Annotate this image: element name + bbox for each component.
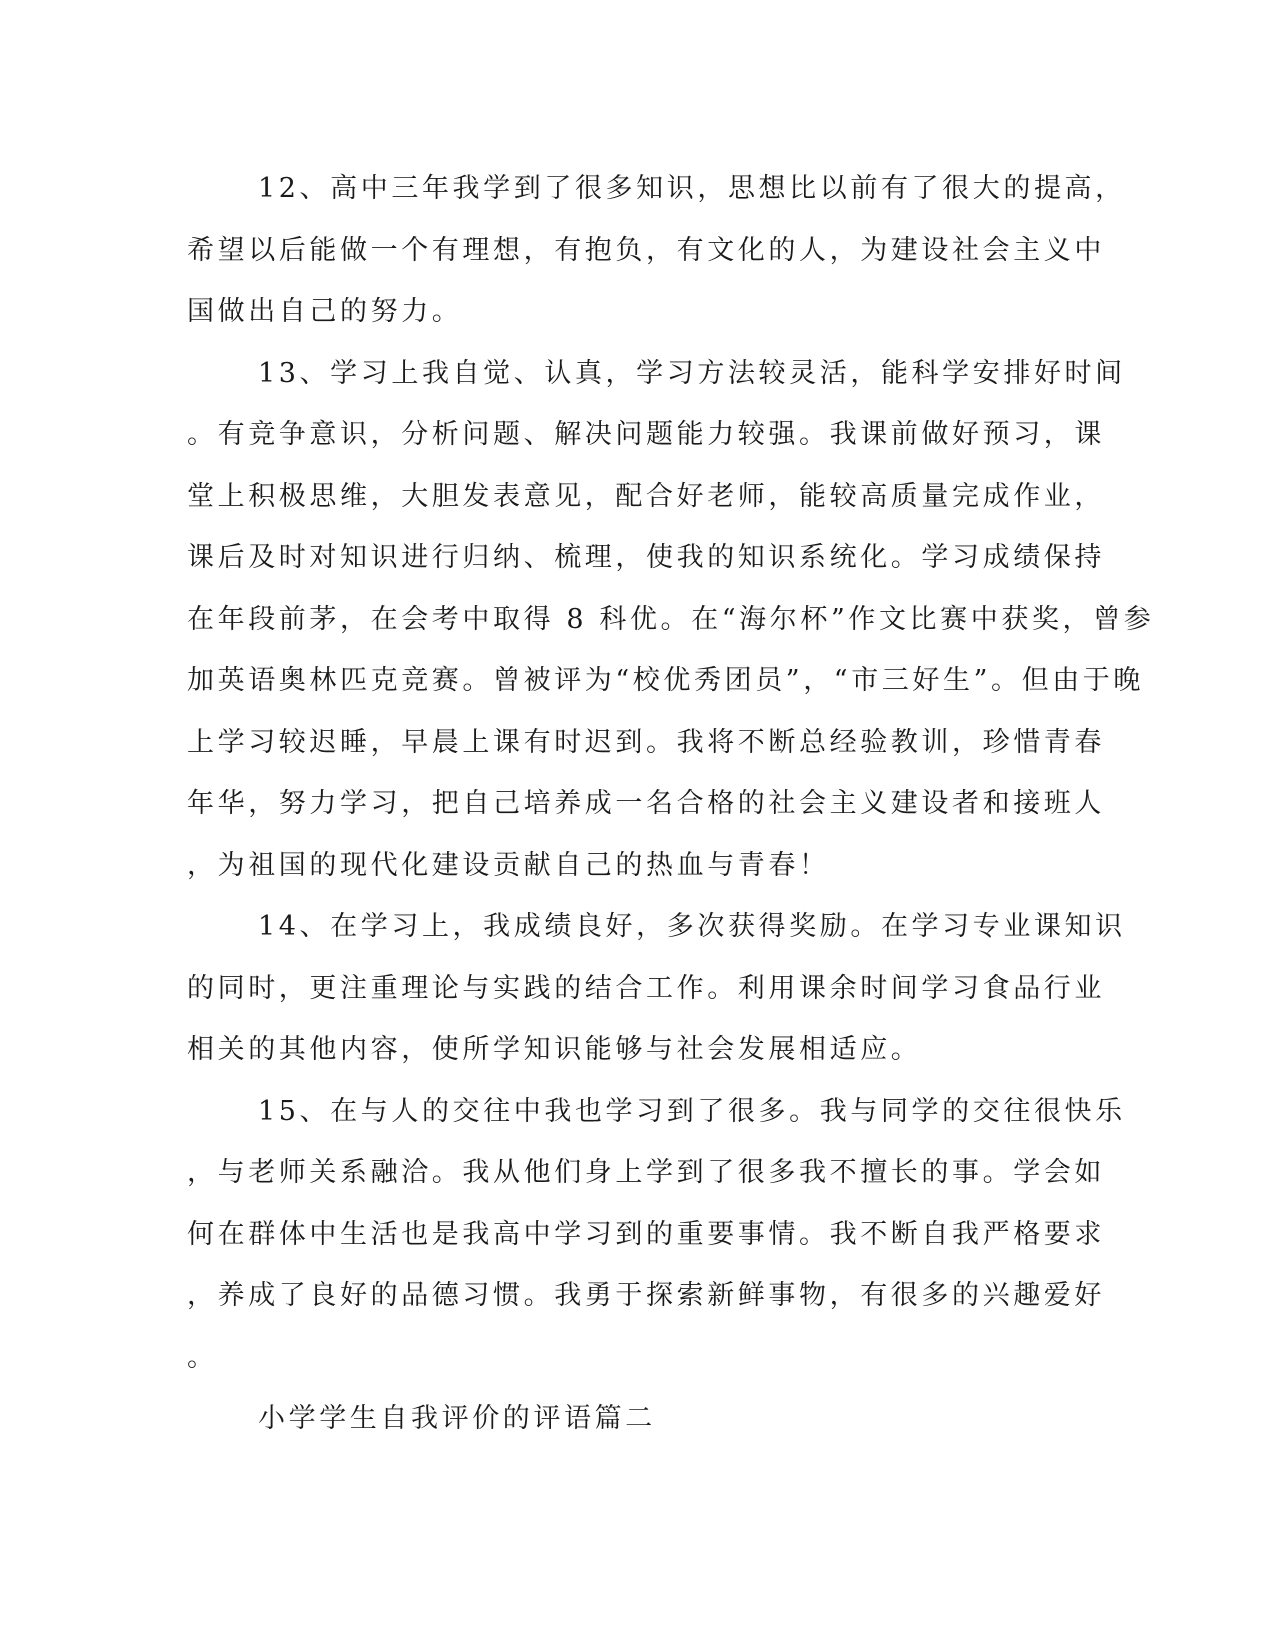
paragraph-12 [187,158,1126,343]
text-line: 国做出自己的努力。 [187,296,463,327]
text-line: 的同时，更注重理论与实践的结合工作。利用课余时间学习食品行业 [187,972,1105,1004]
text-line: 。有竞争意识，分析问题、解决问题能力较强。我课前做好预习，课 [187,419,1105,450]
section-heading [187,1388,1067,1450]
text-line: 15、在与人的交往中我也学习到了很多。我与同学的交往很快乐 [258,1095,1126,1127]
paragraph-14 [187,896,1126,1081]
text-line: 堂上积极思维，大胆发表意见，配合好老师，能较高质量完成作业， [187,480,1105,512]
text-line: ，与老师关系融洽。我从他们身上学到了很多我不擅长的事。学会如 [187,1157,1105,1188]
text-line: 年华，努力学习，把自己培养成一名合格的社会主义建设者和接班人 [187,788,1105,819]
text-line: 课后及时对知识进行归纳、梳理，使我的知识系统化。学习成绩保持 [187,542,1105,573]
text-line: 12、高中三年我学到了很多知识，思想比以前有了很大的提高， [258,173,1126,204]
text-line: 希望以后能做一个有理想，有抱负，有文化的人，为建设社会主义中 [187,234,1105,266]
text-line: 14、在学习上，我成绩良好，多次获得奖励。在学习专业课知识 [258,911,1126,942]
paragraph-13 [187,343,1155,897]
text-line: ，为祖国的现代化建设贡献自己的热血与青春！ [187,849,830,881]
document-body [187,158,1155,1450]
text-line: 13、学习上我自觉、认真，学习方法较灵活，能科学安排好时间 [258,357,1126,389]
section-heading-text: 小学学生自我评价的评语篇二 [258,1403,656,1434]
text-line: 加英语奥林匹克竞赛。曾被评为“校优秀团员”，“市三好生”。但由于晚 [187,665,1145,696]
text-line: 上学习较迟睡，早晨上课有时迟到。我将不断总经验教训，珍惜青春 [187,726,1105,758]
text-line: 何在群体中生活也是我高中学习到的重要事情。我不断自我严格要求 [187,1218,1105,1250]
paragraph-15 [187,1081,1126,1389]
text-line: ，养成了良好的品德习惯。我勇于探索新鲜事物，有很多的兴趣爱好 [187,1280,1105,1311]
text-line: 。 [187,1341,218,1373]
text-line: 在年段前茅，在会考中取得 8 科优。在“海尔杯”作文比赛中获奖，曾参 [187,603,1155,635]
text-line: 相关的其他内容，使所学知识能够与社会发展相适应。 [187,1034,922,1065]
